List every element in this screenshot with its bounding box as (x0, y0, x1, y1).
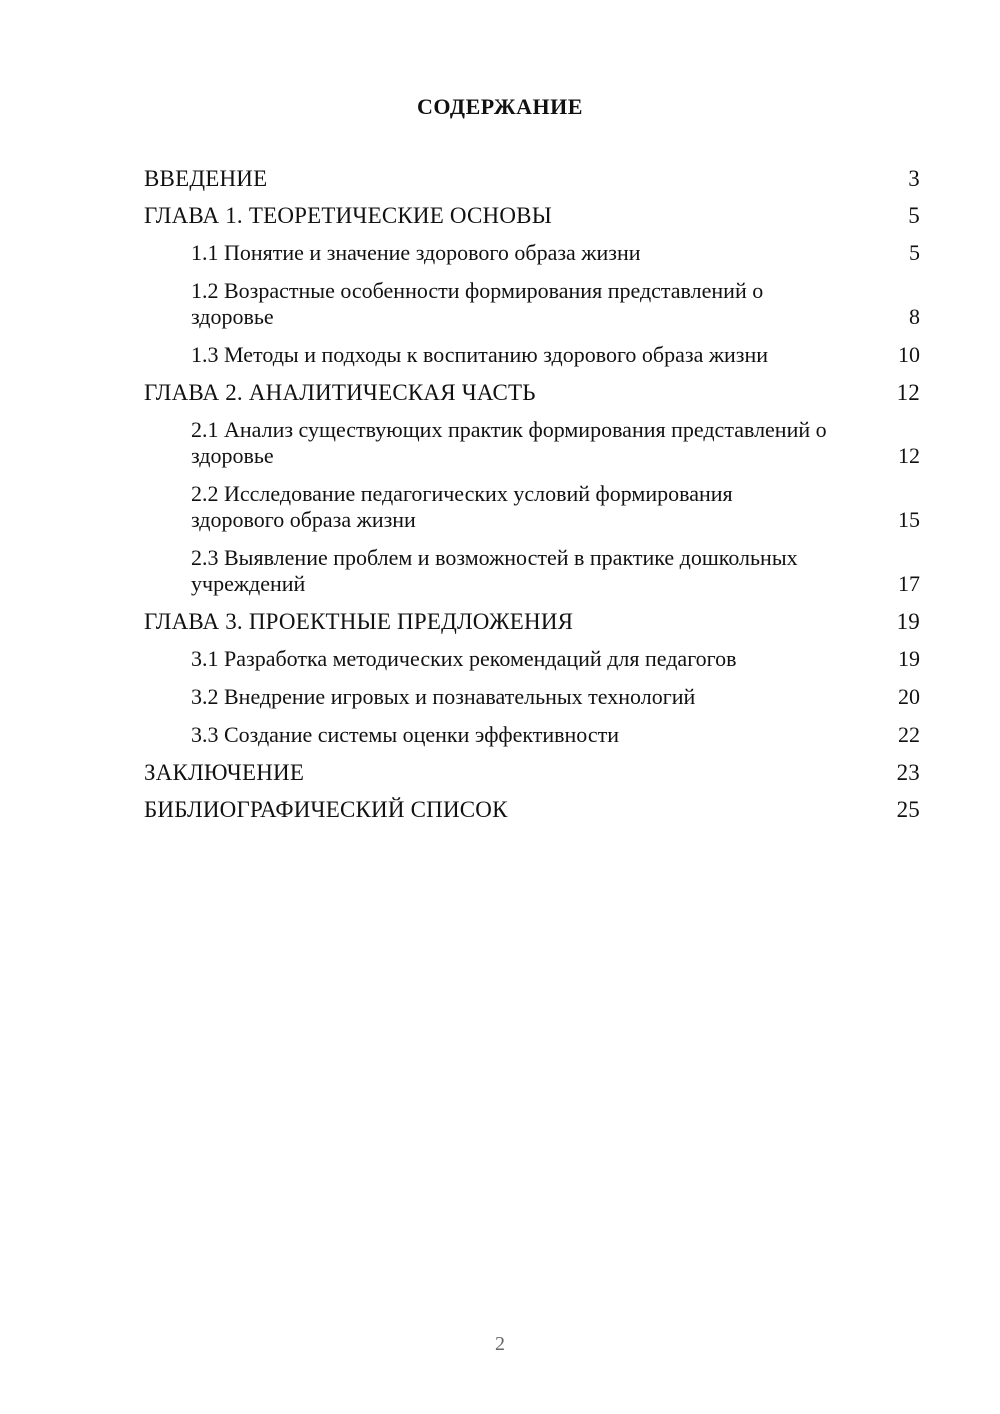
toc-entry-text: 3.1 Разработка методических рекомендаций для педагогов (191, 646, 737, 671)
toc-entry (191, 545, 920, 597)
page-number: 2 (495, 1333, 505, 1355)
toc-entry-text: ВВЕДЕНИЕ (144, 166, 268, 191)
toc-entry-text: ЗАКЛЮЧЕНИЕ (144, 760, 305, 785)
toc-entry (191, 342, 920, 368)
toc-entry-page: 12 (898, 443, 920, 468)
toc-entry (191, 240, 920, 266)
toc-entry-text: 2.3 Выявление проблем и возможностей в практике дошкольных учреждений (191, 545, 798, 596)
toc-entry (144, 797, 920, 823)
toc-entry (144, 760, 920, 786)
toc-entry-text: 1.3 Методы и подходы к воспитанию здорового образа жизни (191, 342, 769, 367)
toc-entry-text: 2.2 Исследование педагогических условий формирования здорового образа жизни (191, 481, 733, 532)
toc-entry-page: 15 (898, 507, 920, 532)
toc-entry (144, 203, 920, 229)
toc-entry-text: 3.2 Внедрение игровых и познавательных технологий (191, 684, 696, 709)
toc-entry-page: 19 (898, 646, 920, 671)
toc-entry-text: 3.3 Создание системы оценки эффективности (191, 722, 620, 747)
toc-entry-page: 5 (909, 240, 920, 265)
toc-entry-page: 8 (909, 304, 920, 329)
toc-entry (191, 722, 920, 748)
toc-entry (191, 278, 920, 330)
toc-entry (191, 684, 920, 710)
toc-entry-page: 23 (896, 760, 920, 785)
toc-entry (191, 481, 920, 533)
toc-entry-page: 17 (898, 571, 920, 596)
toc-entry (191, 417, 920, 469)
toc-entry-text: 1.1 Понятие и значение здорового образа жизни (191, 240, 641, 265)
toc-entry-page: 20 (898, 684, 920, 709)
toc-entry-page: 5 (908, 203, 920, 228)
toc-entry-page: 25 (896, 797, 920, 822)
table-of-contents (144, 166, 920, 834)
toc-entry-page: 3 (908, 166, 920, 191)
toc-entry-text: 1.2 Возрастные особенности формирования представлений о здоровье (191, 278, 764, 329)
toc-title: СОДЕРЖАНИЕ (417, 94, 583, 119)
toc-entry-text: 2.1 Анализ существующих практик формирования представлений о здоровье (191, 417, 827, 468)
toc-entry (144, 166, 920, 192)
toc-entry-text: БИБЛИОГРАФИЧЕСКИЙ СПИСОК (144, 797, 508, 822)
toc-entry (144, 380, 920, 406)
toc-entry-page: 19 (896, 609, 920, 634)
toc-entry (191, 646, 920, 672)
toc-entry (144, 609, 920, 635)
toc-entry-page: 12 (896, 380, 920, 405)
toc-entry-text: ГЛАВА 1. ТЕОРЕТИЧЕСКИЕ ОСНОВЫ (144, 203, 552, 228)
toc-entry-page: 22 (898, 722, 920, 747)
toc-entry-page: 10 (898, 342, 920, 367)
toc-entry-text: ГЛАВА 3. ПРОЕКТНЫЕ ПРЕДЛОЖЕНИЯ (144, 609, 574, 634)
toc-entry-text: ГЛАВА 2. АНАЛИТИЧЕСКАЯ ЧАСТЬ (144, 380, 536, 405)
